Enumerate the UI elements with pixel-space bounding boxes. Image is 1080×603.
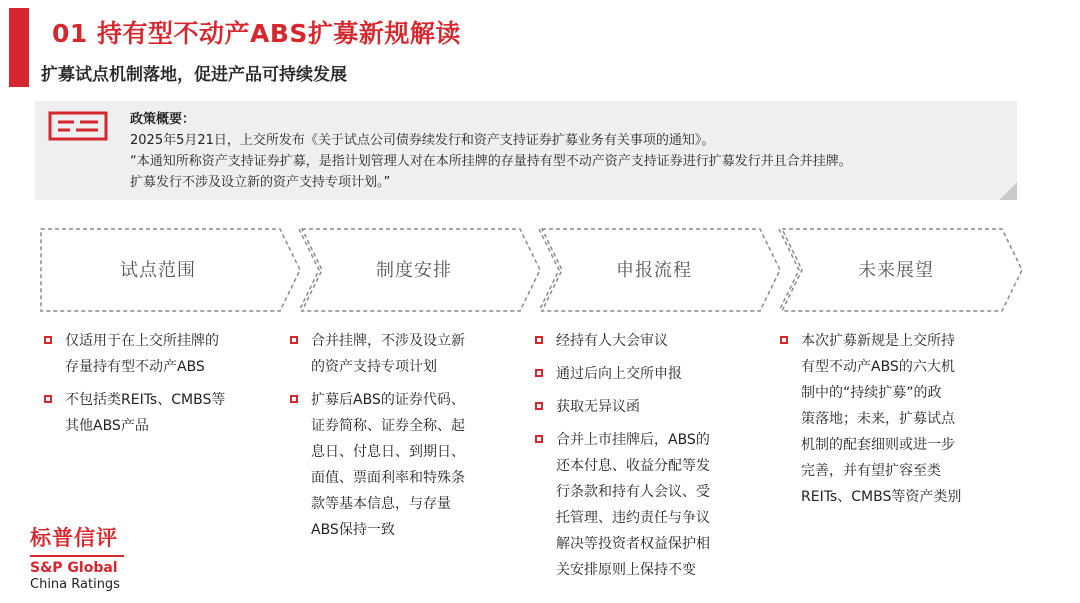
column-process	[531, 328, 771, 590]
square-bullet-icon	[290, 336, 298, 344]
square-bullet-icon	[290, 395, 298, 403]
page-fold-corner	[999, 182, 1017, 200]
policy-line: “本通知所称资产支持证券扩募，是指计划管理人对在本所挂牌的存量持有型不动产资产支持证券进行扩募发行并且合并挂牌。	[130, 154, 852, 169]
page-title: 01 持有型不动产ABS扩募新规解读	[52, 19, 461, 48]
list-item: 经持有人大会审议	[531, 328, 771, 354]
square-bullet-icon	[44, 336, 52, 344]
document-icon	[48, 111, 108, 141]
list-item: 合并挂牌，不涉及设立新 的资产支持专项计划	[286, 328, 516, 380]
policy-line: 扩募发行不涉及设立新的资产支持专项计划。”	[130, 175, 391, 190]
logo-chinese-name: 标普信评	[30, 526, 118, 550]
square-bullet-icon	[44, 395, 52, 403]
list-item: 扩募后ABS的证券代码、 证券简称、证券全称、起 息日、付息日、到期日、 面值、票面利率和特殊条 款等基本信息，与存量 ABS保持一致	[286, 387, 516, 543]
policy-heading: 政策概要：	[130, 112, 196, 127]
square-bullet-icon	[780, 336, 788, 344]
square-bullet-icon	[535, 369, 543, 377]
policy-summary-box	[35, 101, 1017, 200]
flow-step-system: 制度安排	[376, 260, 452, 281]
column-system	[286, 328, 516, 550]
list-item: 本次扩募新规是上交所持 有型不动产ABS的六大机 制中的“持续扩募”的政 策落地；未来，扩募试点 机制的配套细则或进一步 完善，并有望扩容至类 REITs、CMBS等资产类别	[776, 328, 1016, 510]
column-scope	[40, 328, 270, 446]
flow-step-process: 申报流程	[616, 260, 692, 281]
logo-divider	[30, 555, 124, 557]
list-item: 不包括类REITs、CMBS等 其他ABS产品	[40, 387, 270, 439]
square-bullet-icon	[535, 435, 543, 443]
list-item: 获取无异议函	[531, 394, 771, 420]
square-bullet-icon	[535, 336, 543, 344]
logo-subtitle: China Ratings	[30, 577, 120, 592]
title-accent-bar	[9, 8, 29, 87]
policy-text	[130, 109, 1015, 193]
column-outlook	[776, 328, 1016, 517]
process-flow	[40, 228, 1025, 312]
list-item: 合并上市挂牌后，ABS的 还本付息、收益分配等发 行条款和持有人会议、受 托管理、违约责任与争议 解决等投资者权益保护相 关安排原则上保持不变	[531, 427, 771, 583]
logo-english-name: S&P Global	[30, 560, 118, 576]
list-item: 通过后向上交所申报	[531, 361, 771, 387]
list-item: 仅适用于在上交所挂牌的 存量持有型不动产ABS	[40, 328, 270, 380]
square-bullet-icon	[535, 402, 543, 410]
flow-step-outlook: 未来展望	[858, 260, 934, 281]
page-subtitle: 扩募试点机制落地，促进产品可持续发展	[41, 65, 347, 85]
flow-step-scope: 试点范围	[120, 260, 196, 281]
company-logo	[30, 522, 124, 593]
policy-line: 2025年5月21日，上交所发布《关于试点公司债券续发行和资产支持证券扩募业务有关事项的通知》。	[130, 133, 715, 148]
